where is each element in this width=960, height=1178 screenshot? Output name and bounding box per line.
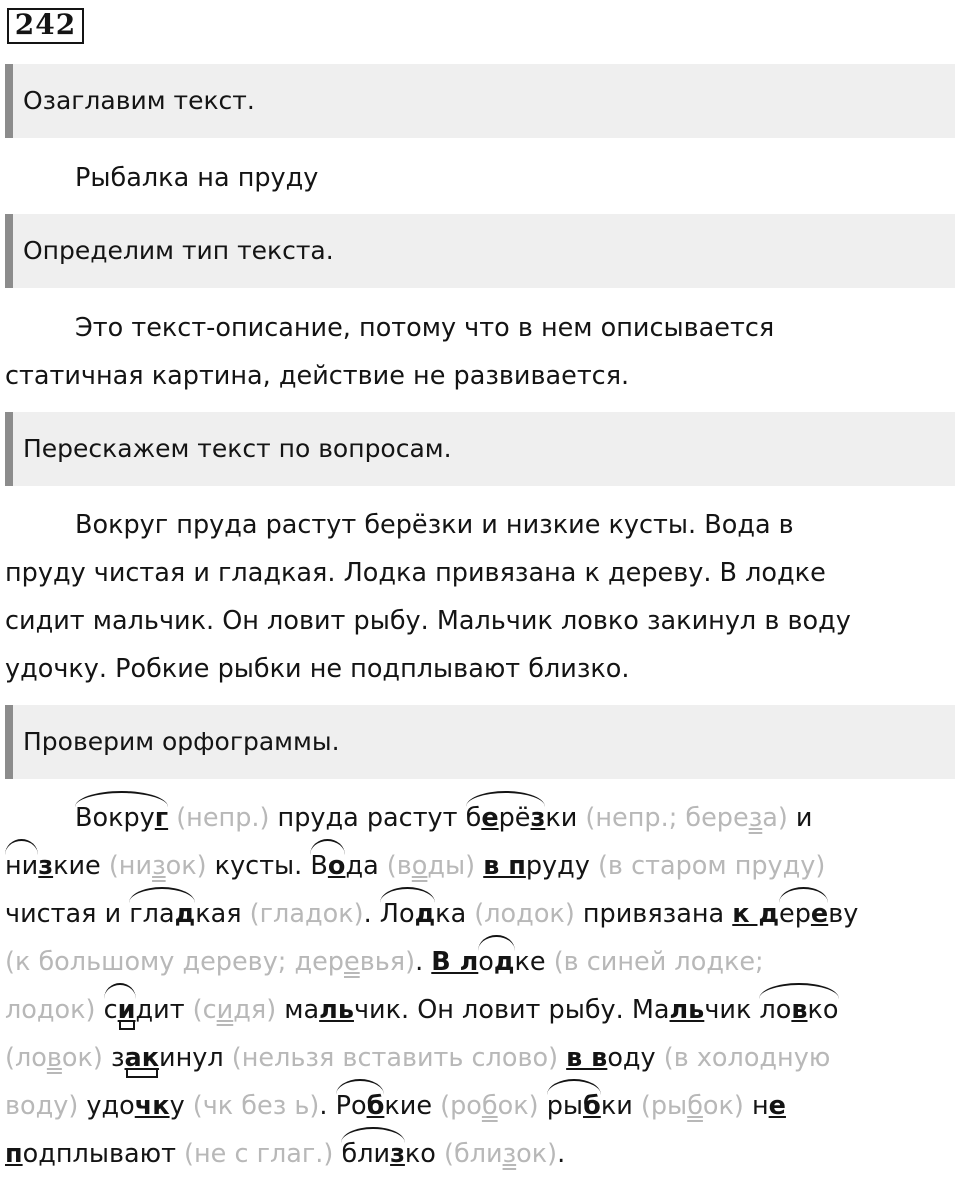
word-fragment: удо: [78, 1091, 135, 1121]
orthogram-mark: чк: [134, 1091, 170, 1121]
word-fragment: привязана: [574, 899, 733, 929]
check-hint: (непр.; бере: [577, 803, 749, 833]
word-fragment: [103, 1043, 111, 1073]
word-root: [759, 986, 838, 1034]
orthogram-mark: к д: [732, 899, 780, 929]
check-hint: о: [411, 851, 428, 881]
check-hint: (чк без ь): [184, 1091, 320, 1121]
word-fragment: у: [169, 1091, 185, 1121]
word-fragment: ма: [276, 995, 320, 1025]
word-fragment: ки: [600, 1091, 633, 1121]
check-hint: дя): [233, 995, 277, 1025]
check-hint: (в холодную: [655, 1043, 831, 1073]
check-hint: ок): [516, 1139, 558, 1169]
check-hint: ок): [533, 899, 575, 929]
check-hint: и: [216, 995, 234, 1025]
check-hint: (непр.): [168, 803, 270, 833]
text-line: Рыбалка на пруду: [75, 163, 319, 193]
word-fragment: кие: [53, 851, 101, 881]
check-hint: ок): [54, 995, 96, 1025]
orthogram-mark: в п: [483, 851, 526, 881]
orthogram-mark: в в: [566, 1043, 608, 1073]
word-fragment: Вокру: [75, 803, 155, 833]
orthogram-line: [5, 1034, 955, 1082]
word-root: [129, 890, 195, 938]
text-line: статичная картина, действие не развивается.: [5, 361, 630, 391]
word-fragment: [539, 1091, 547, 1121]
word-fragment: одплывают: [22, 1139, 176, 1169]
word-fragment: ер: [779, 899, 811, 929]
check-hint: (нельзя вставить слово): [223, 1043, 559, 1073]
section-heading-title: Озаглавим текст.: [5, 64, 955, 138]
word-fragment: [96, 995, 104, 1025]
check-hint: е: [344, 947, 360, 977]
text-line: Вокруг пруда растут берёзки и низкие кусты. Вода в: [75, 510, 794, 540]
check-hint: д: [516, 899, 534, 929]
check-hint: а): [762, 803, 788, 833]
word-fragment: кусты.: [206, 851, 311, 881]
check-hint: (с: [184, 995, 217, 1025]
word-fragment: .: [557, 1139, 566, 1169]
orthogram-mark: з: [38, 851, 54, 881]
check-hint: вья): [359, 947, 416, 977]
word-fragment: .: [363, 899, 380, 929]
word-fragment: оду: [607, 1043, 656, 1073]
check-hint: (ло: [5, 1043, 47, 1073]
orthogram-mark: г: [154, 803, 169, 833]
word-fragment: дит: [135, 995, 185, 1025]
orthogram-paragraph: [5, 794, 955, 1178]
check-hint: б: [687, 1091, 703, 1121]
word-fragment: ко: [807, 995, 839, 1025]
word-fragment: ры: [546, 1091, 584, 1121]
word-root: [341, 1130, 404, 1178]
check-hint: в: [46, 1043, 62, 1073]
word-fragment: ни: [5, 851, 39, 881]
word-fragment: бли: [341, 1139, 391, 1169]
orthogram-mark: в: [791, 995, 808, 1025]
word-fragment: инул: [159, 1043, 224, 1073]
check-hint: ок): [702, 1091, 744, 1121]
word-fragment: ка: [435, 899, 467, 929]
word-fragment: чик. Он ловит рыбу. Ма: [353, 995, 670, 1025]
answer-text-type: [5, 304, 955, 400]
word-fragment: рё: [498, 803, 531, 833]
orthogram-mark: и: [118, 986, 136, 1034]
check-hint: д: [36, 995, 55, 1025]
word-root: [779, 890, 828, 938]
section-heading-orthograms: Проверим орфограммы.: [5, 705, 955, 779]
word-fragment: да: [345, 851, 379, 881]
word-fragment: Ро: [335, 1091, 367, 1121]
word-fragment: ву: [828, 899, 859, 929]
orthogram-mark: ль: [319, 995, 354, 1025]
orthogram-line: [5, 1130, 955, 1178]
check-hint: ок): [165, 851, 207, 881]
word-fragment: чик: [704, 995, 760, 1025]
check-hint: ок): [497, 1091, 539, 1121]
orthogram-mark: д: [493, 947, 515, 977]
word-fragment: о: [478, 947, 494, 977]
section-heading-text-type: Определим тип текста.: [5, 214, 955, 288]
word-root: [5, 842, 38, 890]
orthogram-mark: ак: [125, 1034, 160, 1082]
text-line: сидит мальчик. Он ловит рыбу. Мальчик ловко закинул в воду: [5, 606, 851, 636]
check-hint: ок): [61, 1043, 103, 1073]
section-heading-retelling: Перескажем текст по вопросам.: [5, 412, 955, 486]
orthogram-line: [5, 842, 955, 890]
word-fragment: Ло: [379, 899, 415, 929]
word-fragment: ки: [545, 803, 578, 833]
word-fragment: с: [103, 995, 118, 1025]
check-hint: (ни: [100, 851, 153, 881]
check-hint: (не с глаг.): [175, 1139, 334, 1169]
word-fragment: чистая и: [5, 899, 130, 929]
word-root: [310, 842, 345, 890]
check-hint: (в синей лодке;: [545, 947, 764, 977]
check-hint: (в старом пруду): [589, 851, 826, 881]
word-fragment: кая: [195, 899, 242, 929]
check-hint: воду): [5, 1091, 79, 1121]
word-root: [104, 986, 136, 1034]
word-root: [75, 794, 168, 842]
orthogram-line: [5, 890, 955, 938]
check-hint: (ры: [632, 1091, 688, 1121]
text-line: Это текст-описание, потому что в нем описывается: [75, 313, 775, 343]
word-fragment: кие: [384, 1091, 433, 1121]
check-hint: (в: [378, 851, 412, 881]
check-hint: (ло: [466, 899, 517, 929]
text-line: удочку. Робкие рыбки не подплывают близко.: [5, 654, 630, 684]
orthogram-mark: б: [366, 1091, 385, 1121]
answer-title-text: [5, 154, 955, 202]
check-hint: з: [748, 803, 763, 833]
check-hint: ды): [427, 851, 476, 881]
word-fragment: ло: [759, 995, 792, 1025]
orthogram-mark: з: [530, 803, 546, 833]
orthogram-mark: д: [414, 899, 436, 929]
check-hint: д: [304, 899, 323, 929]
exercise-number: 242: [7, 8, 84, 44]
check-hint: (к большому дереву; дер: [5, 947, 344, 977]
word-fragment: В: [310, 851, 328, 881]
word-fragment: пруда растут: [269, 803, 466, 833]
orthogram-mark: В л: [431, 947, 479, 977]
check-hint: б: [481, 1091, 498, 1121]
word-fragment: н: [743, 1091, 769, 1121]
word-fragment: руду: [525, 851, 590, 881]
word-root: [478, 938, 514, 986]
check-hint: (ро: [432, 1091, 482, 1121]
retelling-paragraph: [5, 501, 955, 693]
check-hint: ло: [5, 995, 37, 1025]
word-fragment: з: [110, 1043, 125, 1073]
orthogram-mark: е: [768, 1091, 786, 1121]
orthogram-line: [5, 794, 955, 842]
orthogram-mark: з: [390, 1139, 405, 1169]
text-line: пруду чистая и гладкая. Лодка привязана к дереву. В лодке: [5, 558, 826, 588]
word-fragment: [558, 1043, 566, 1073]
word-fragment: [333, 1139, 341, 1169]
orthogram-mark: ль: [669, 995, 705, 1025]
word-root: [336, 1082, 385, 1130]
orthogram-mark: б: [583, 1091, 601, 1121]
word-fragment: и: [787, 803, 813, 833]
orthogram-line: [5, 986, 955, 1034]
orthogram-mark: о: [327, 851, 346, 881]
orthogram-mark: п: [5, 1139, 23, 1169]
word-fragment: .: [319, 1091, 336, 1121]
word-fragment: гла: [129, 899, 175, 929]
check-hint: з: [502, 1139, 517, 1169]
word-fragment: .: [415, 947, 432, 977]
orthogram-mark: е: [810, 899, 829, 929]
word-fragment: б: [465, 803, 482, 833]
orthogram-mark: д: [174, 899, 196, 929]
word-fragment: ко: [404, 1139, 436, 1169]
orthogram-mark: е: [481, 803, 499, 833]
check-hint: (бли: [435, 1139, 503, 1169]
check-hint: ок): [322, 899, 364, 929]
check-hint: з: [152, 851, 166, 881]
check-hint: (гла: [241, 899, 305, 929]
orthogram-line: [5, 938, 955, 986]
word-root: [466, 794, 546, 842]
word-root: [547, 1082, 601, 1130]
orthogram-line: [5, 1082, 955, 1130]
word-fragment: ке: [514, 947, 546, 977]
word-root: [380, 890, 435, 938]
